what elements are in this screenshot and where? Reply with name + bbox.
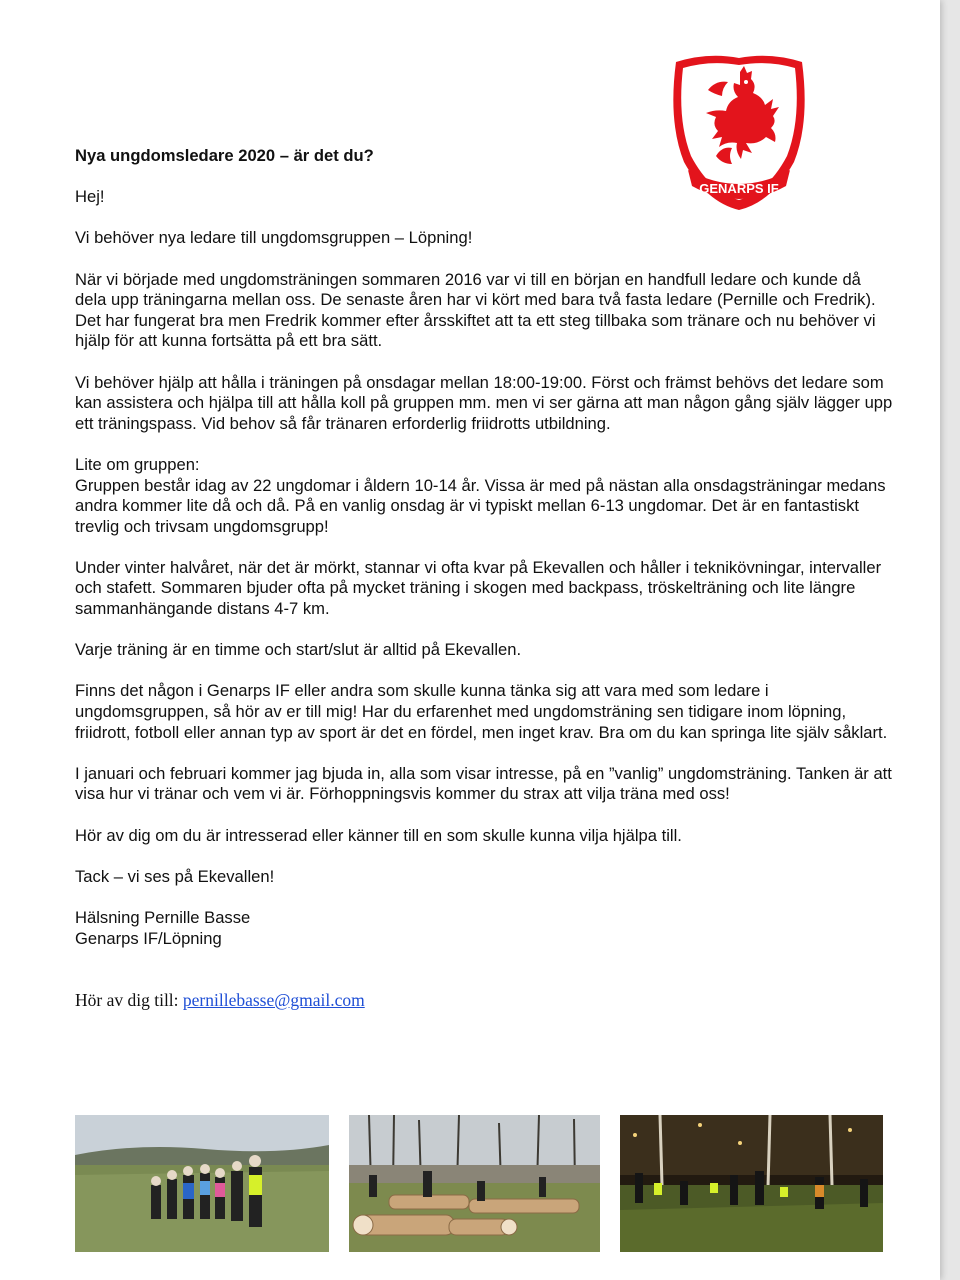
letter-paragraph-1: När vi började med ungdomsträningen sommaren 2016 var vi till en början en handfull ledare och kunde då dela upp träningarna mellan oss. De senaste åren har vi kört med bara två fasta ledare (Pernille och Fredrik). Det har fungerat bra men Fredrik kommer efter årsskiftet att ta ett steg tillbaka som tränare och nu behöver vi hjälp för att kunna fortsätta på ett bra sätt. xyxy=(75,269,876,351)
logo-text: GENARPS IF xyxy=(699,181,779,196)
letter-paragraph-7: I januari och februari kommer jag bjuda in, alla som visar intresse, på en ”vanlig” ungdomsträning. Tanken är att visa hur vi tränar och vem vi är. Förhoppningsvis kommer du strax att vilja träna med oss! xyxy=(75,763,892,804)
contact-email-link[interactable]: pernillebasse@gmail.com xyxy=(182,990,365,1011)
letter-paragraph-6: Finns det någon i Genarps IF eller andra som skulle kunna tänka sig att vara med som ledare i ungdomsgruppen, så hör av er till mig! Har du erfarenhet med ungdomsträning sen tidigare inom löpning, friidrott, fotboll eller annan typ av sport är det en fördel, men inget krav. Bra om du kan springa lite själv såklart. xyxy=(75,681,888,742)
contact-line xyxy=(75,990,895,1011)
signature-name: Hälsning Pernille Basse xyxy=(75,907,251,927)
group-description: Gruppen består idag av 22 ungdomar i åldern 10-14 år. Vissa är med på nästan alla onsdagsträningar medans andra kommer lite då och då. På en vanlig onsdag är vi typiskt mellan 6-13 ungdomar. Det är en fantastiskt trevlig och trivsam ungdomsgrupp! xyxy=(75,475,886,536)
letter-body xyxy=(75,146,895,1031)
letter-paragraph-3 xyxy=(75,455,895,537)
group-photo-evening-training xyxy=(620,1115,883,1252)
letter-paragraph-8: Hör av dig om du är intresserad eller känner till en som skulle kunna vilja hjälpa till. xyxy=(75,825,682,845)
group-photo-field xyxy=(75,1115,329,1252)
letter-paragraph-4: Under vinter halvåret, när det är mörkt, stannar vi ofta kvar på Ekevallen och håller i teknikövningar, intervaller och stafett. Sommaren bjuder ofta på mycket träning i skogen med backpass, tröskelträning och lite längre sammanhängande distans 4-7 km. xyxy=(75,557,882,619)
contact-label: Hör av dig till: xyxy=(75,990,183,1011)
group-photo-forest-logs xyxy=(349,1115,600,1252)
signature xyxy=(75,908,895,949)
letter-paragraph-5: Varje träning är en timme och start/slut är alltid på Ekevallen. xyxy=(75,640,522,660)
letter-greeting: Hej! xyxy=(75,187,105,207)
letter-paragraph-2: Vi behöver hjälp att hålla i träningen på onsdagar mellan 18:00-19:00. Först och främst behövs det ledare som kan assistera och hjälpa till att hålla koll på gruppen mm. men vi ser gärna att man någon gång själv lägger upp ett träningspass. Vid behov så får tränaren erforderlig friidrotts utbildning. xyxy=(75,372,893,433)
group-heading: Lite om gruppen: xyxy=(75,454,200,474)
letter-title: Nya ungdomsledare 2020 – är det du? xyxy=(75,146,374,165)
letter-intro: Vi behöver nya ledare till ungdomsgruppen – Löpning! xyxy=(75,228,473,248)
signature-club: Genarps IF/Löpning xyxy=(75,928,222,948)
letter-paragraph-9: Tack – vi ses på Ekevallen! xyxy=(75,866,275,886)
